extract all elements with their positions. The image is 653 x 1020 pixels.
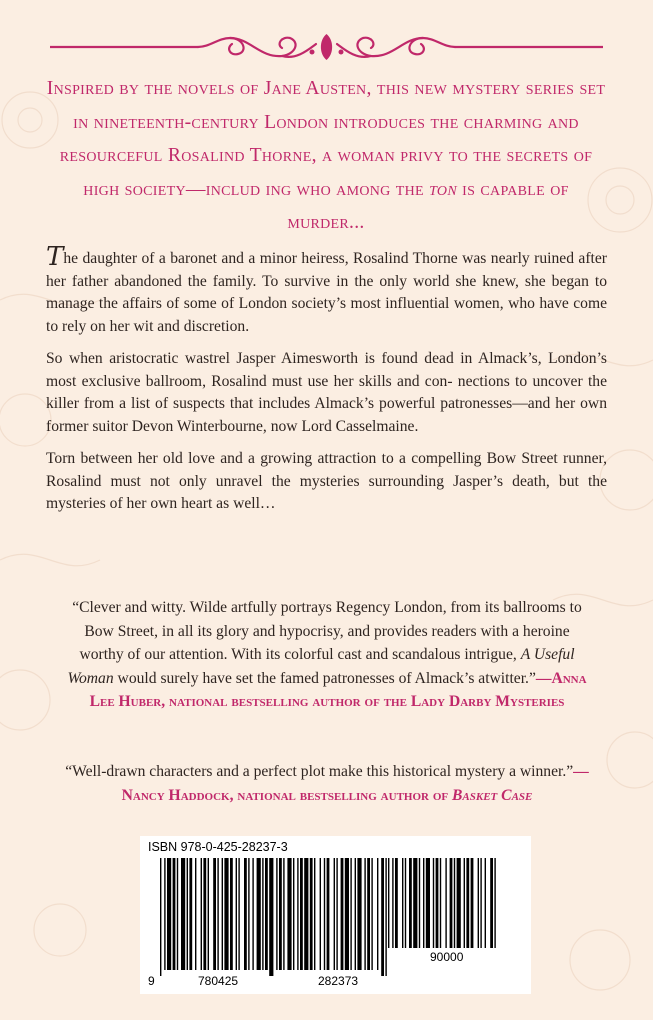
barcode-box: [140, 836, 531, 994]
barcode-bar: [355, 858, 356, 970]
barcode-bar: [164, 858, 165, 970]
isbn-label: ISBN 978-0-425-28237-3: [148, 840, 288, 854]
barcode-bar: [336, 858, 337, 970]
barcode-bar: [310, 858, 313, 970]
review-quote-2-book-title: Basket Case: [452, 786, 533, 804]
ornamental-divider-icon: [50, 30, 603, 64]
review-quote-1: [62, 596, 592, 714]
barcode-bar: [224, 858, 228, 970]
tagline-text: Inspired by the novels of Jane Austen, this new mystery series set in nineteenth-century London introduces the charming and resourceful Rosalind Thorne, a woman privy to the secrets of high society—includ ing who among the: [46, 78, 606, 200]
barcode-supplement-bar: [485, 858, 486, 948]
barcode-bar: [265, 858, 268, 970]
review-quote-2: [62, 760, 592, 807]
barcode-bar: [257, 858, 261, 970]
barcode-bar: [269, 858, 273, 976]
barcode-bar: [304, 858, 308, 970]
barcode-supplement-bar: [402, 858, 403, 948]
barcode-supplement-bar: [445, 858, 446, 948]
synopsis-paragraph-3: Torn between her old love and a growing attraction to a compelling Bow Street runner, Rosalind must not only unravel the mysteries surrounding Jasper’s death, but the mysteries of her own heart as well…: [46, 450, 607, 512]
barcode-bar: [213, 858, 216, 970]
synopsis-paragraph-1-text: he daughter of a baronet and a minor heiress, Rosalind Thorne was nearly ruined after her father abandoned the family. To survive in the only world she knew, she began to manage the affairs of some of London society’s most influential women, who have come to rely on her wit and discretion.: [46, 250, 607, 335]
barcode-supplement-bar: [388, 858, 389, 948]
barcode-supplement-bar: [433, 858, 434, 948]
barcode-supplement-bar: [423, 858, 424, 948]
barcode-supplement-bar: [426, 858, 430, 948]
barcode-bar: [350, 858, 351, 970]
barcode-supplement-bar: [466, 858, 469, 948]
barcode-bar: [293, 858, 294, 970]
barcode-bar: [244, 858, 247, 970]
barcode-bar: [314, 858, 315, 970]
barcode-bar: [327, 858, 330, 970]
barcode-bar: [173, 858, 176, 970]
barcode-bar: [297, 858, 298, 970]
barcode-bar: [357, 858, 361, 970]
barcode-supplement-bar: [494, 858, 495, 948]
barcode-bar: [181, 858, 185, 970]
barcode-bar: [238, 858, 239, 970]
barcode-supplement-bar: [419, 858, 420, 948]
barcode-bar: [367, 858, 370, 970]
barcode-supplement-bar: [464, 858, 465, 948]
barcode-lead-digit: 9: [148, 974, 155, 988]
review-quote-2-attribution-text: —Nancy Haddock, national bestselling author of: [121, 763, 589, 804]
barcode-bar: [341, 858, 344, 970]
synopsis-paragraph-2: So when aristocratic wastrel Jasper Aimesworth is found dead in Almack’s, London’s most exclusive ballroom, Rosalind must use her skills and con- nections to uncover the killer from a list of suspects that includes Almack’s powerful patronesses—and her own former suitor Devon Winterbourne, now Lord Casselmaine.: [46, 350, 607, 435]
barcode-supplement-bar: [450, 858, 453, 948]
barcode-bar: [279, 858, 282, 970]
tagline-ton: ton: [429, 178, 457, 200]
barcode-bar: [230, 858, 233, 970]
isbn-barcode-icon: [140, 836, 531, 994]
barcode-bar: [377, 858, 378, 970]
synopsis: [46, 242, 607, 526]
barcode-bar: [203, 858, 206, 970]
barcode-bar: [276, 858, 277, 970]
barcode-bar: [385, 858, 386, 976]
barcode-right-digits: 282373: [318, 974, 359, 988]
barcode-bar: [217, 858, 218, 970]
barcode-supplement-bar: [436, 858, 439, 948]
barcode-bar: [189, 858, 192, 970]
barcode-supplement-bar: [409, 858, 412, 948]
barcode-bar: [381, 858, 384, 976]
barcode-bar: [300, 858, 303, 970]
drop-cap: T: [46, 242, 64, 272]
review-quote-1-book-title: A Useful Woman: [67, 646, 575, 687]
barcode-supplement-bar: [392, 858, 393, 948]
barcode-bar: [167, 858, 171, 970]
review-quote-2-text: “Well-drawn characters and a perfect plot make this historical mystery a winner.”: [65, 763, 574, 780]
barcode-bar: [324, 858, 325, 970]
barcode-supplement-bar: [413, 858, 417, 948]
barcode-supplement-bar: [480, 858, 481, 948]
tagline-text-end: is capable of murder...: [287, 178, 569, 233]
barcode-bar: [177, 858, 178, 970]
barcode-supplement-bar: [490, 858, 493, 948]
barcode-bar: [334, 858, 335, 970]
tagline: [46, 72, 606, 240]
barcode-bar: [236, 858, 237, 970]
barcode-bar: [320, 858, 321, 970]
barcode-bar: [283, 858, 284, 970]
barcode-left-digits: 780425: [198, 974, 239, 988]
barcode-supplement-bar: [395, 858, 398, 948]
barcode-bar: [345, 858, 349, 970]
barcode-supplement-bar: [454, 858, 455, 948]
barcode-supplement-bar: [478, 858, 479, 948]
review-quote-1-text: “Clever and witty. Wilde artfully portrays Regency London, from its ballrooms to Bow Street, in all its glory and hypocrisy, and provides readers with a heroine worthy of our attention. With its colorful cast and scandalous intrigue,: [72, 599, 582, 663]
barcode-supplement-bar: [405, 858, 406, 948]
barcode-supplement-bar: [471, 858, 474, 948]
barcode-supplement-bar: [457, 858, 461, 948]
barcode-bar: [248, 858, 249, 970]
review-quote-1-text-end: would surely have set the famed patronesses of Almack’s atwitter.”: [113, 669, 536, 687]
barcode-bar: [287, 858, 291, 970]
review-quote-1-attribution: —Anna Lee Huber, national bestselling author of the Lady Darby Mysteries: [89, 669, 587, 710]
barcode-bar: [262, 858, 263, 970]
barcode-bar: [371, 858, 372, 970]
barcode-bar: [160, 858, 161, 976]
barcode-bar: [364, 858, 365, 970]
barcode-bar: [208, 858, 209, 970]
barcode-bar: [252, 858, 253, 970]
barcode-bar: [201, 858, 202, 970]
barcode-supplement-digits: 90000: [430, 950, 464, 964]
barcode-supplement-bar: [440, 858, 441, 948]
synopsis-paragraph-1: [46, 242, 607, 338]
barcode-bar: [195, 858, 196, 970]
barcode-bar: [222, 858, 223, 970]
barcode-bar: [187, 858, 188, 970]
